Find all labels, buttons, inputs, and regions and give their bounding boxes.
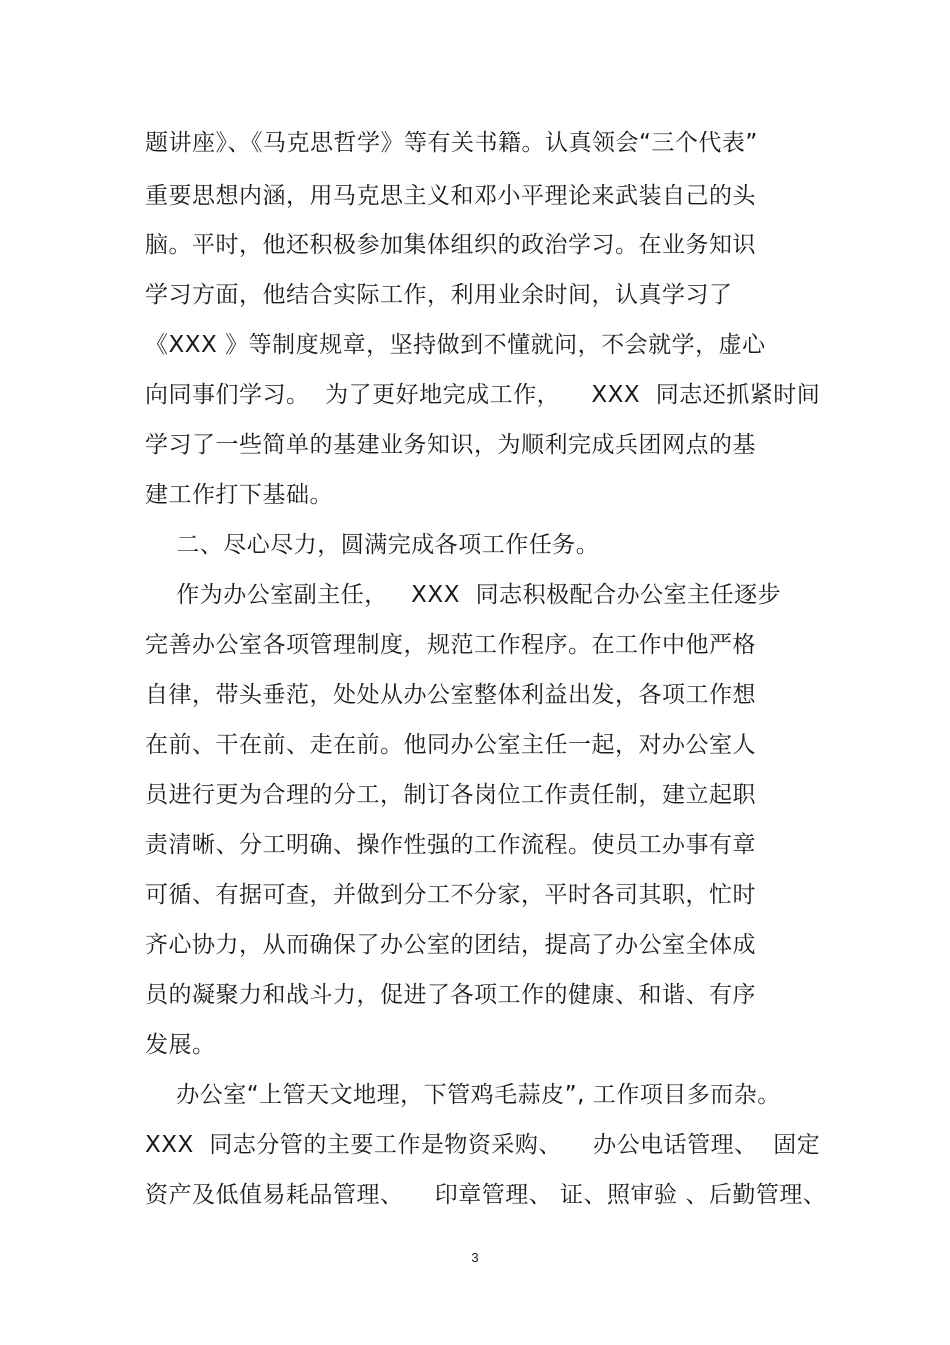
body-text-line: 建工作打下基础。 (145, 482, 333, 508)
body-text-line: 员进行更为合理的分工，制订各岗位工作责任制，建立起职 (145, 782, 756, 808)
body-text-line: 学习方面，他结合实际工作，利用业余时间，认真学习了 (145, 282, 733, 308)
body-text-line: 资产及低值易耗品管理、 印章管理、 证、照审验 、后勤管理、 (145, 1182, 827, 1208)
body-text-line: 作为办公室副主任， XXX 同志积极配合办公室主任逐步 (145, 582, 782, 608)
body-text-line: 在前、干在前、走在前。他同办公室主任一起，对办公室人 (145, 732, 756, 758)
body-text-line: 齐心协力，从而确保了办公室的团结，提高了办公室全体成 (145, 932, 756, 958)
body-text-line: 自律，带头垂范，处处从办公室整体利益出发，各项工作想 (145, 682, 756, 708)
body-text-line: 学习了一些简单的基建业务知识，为顺利完成兵团网点的基 (145, 432, 756, 458)
body-text-line: 发展。 (145, 1032, 216, 1058)
body-text-line: 脑。平时，他还积极参加集体组织的政治学习。在业务知识 (145, 232, 756, 258)
section-heading: 二、尽心尽力，圆满完成各项工作任务。 (145, 532, 600, 558)
page-number: 3 (471, 1250, 479, 1265)
body-text-line: XXX 同志分管的主要工作是物资采购、 办公电话管理、 固定 (145, 1132, 821, 1158)
body-text-line: 《XXX 》等制度规章，坚持做到不懂就问，不会就学，虚心 (145, 332, 766, 358)
body-text-line: 完善办公室各项管理制度，规范工作程序。在工作中他严格 (145, 632, 756, 658)
body-text-line: 重要思想内涵，用马克思主义和邓小平理论来武装自己的头 (145, 183, 756, 209)
body-text-line: 办公室“上管天文地理，下管鸡毛蒜皮”, 工作项目多而杂。 (145, 1082, 781, 1108)
body-text-line: 员的凝聚力和战斗力，促进了各项工作的健康、和谐、有序 (145, 982, 756, 1008)
body-text-line: 向同事们学习。 为了更好地完成工作， XXX 同志还抓紧时间 (145, 382, 821, 408)
body-text-line: 可循、有据可查，并做到分工不分家，平时各司其职，忙时 (145, 882, 756, 908)
body-text-line: 责清晰、分工明确、操作性强的工作流程。使员工办事有章 (145, 832, 756, 858)
body-text-line: 题讲座》、《马克思哲学》等有关书籍。认真领会“三个代表” (145, 130, 758, 156)
